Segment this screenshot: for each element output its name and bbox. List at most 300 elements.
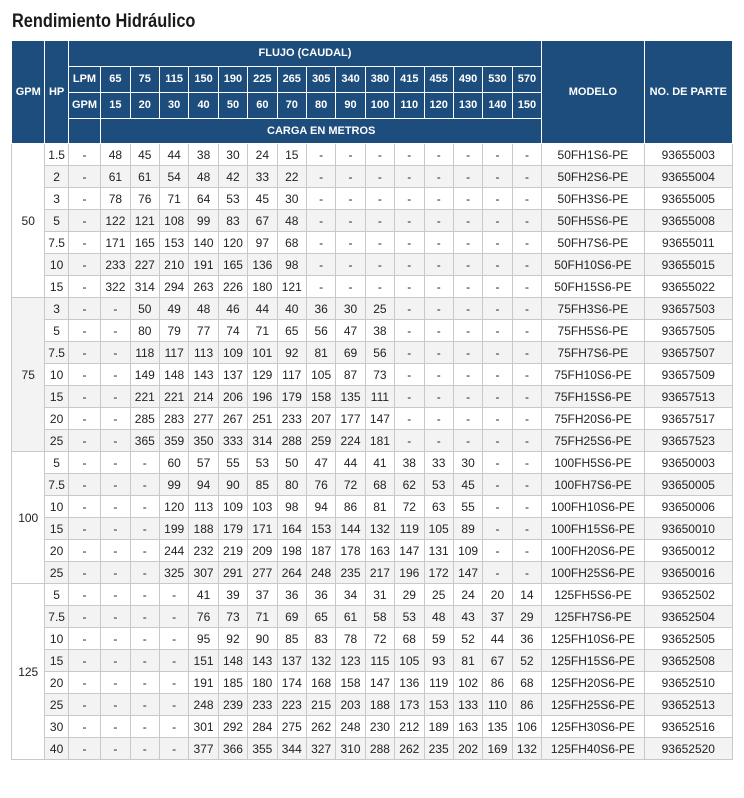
head-value-cell: 168 xyxy=(306,672,335,694)
head-value-cell: 72 xyxy=(365,628,394,650)
head-value-cell: 53 xyxy=(424,474,453,496)
head-value-cell: 98 xyxy=(277,496,306,518)
model-cell: 75FH7S6-PE xyxy=(542,342,644,364)
head-value-cell: 103 xyxy=(248,496,277,518)
head-value-cell: 198 xyxy=(277,540,306,562)
head-value-cell: 143 xyxy=(248,650,277,672)
head-value-cell: 36 xyxy=(306,298,335,320)
head-value-cell: 209 xyxy=(248,540,277,562)
head-value-cell: 73 xyxy=(365,364,394,386)
part-number-cell: 93652510 xyxy=(644,672,732,694)
head-value-cell: - xyxy=(130,518,159,540)
head-value-cell: 118 xyxy=(130,342,159,364)
head-value-cell: 113 xyxy=(189,496,218,518)
head-value-cell: 38 xyxy=(189,144,218,166)
head-value-cell: 153 xyxy=(306,518,335,540)
part-number-cell: 93650006 xyxy=(644,496,732,518)
head-value-cell: 143 xyxy=(189,364,218,386)
table-row xyxy=(12,540,733,562)
head-value-cell: - xyxy=(336,254,365,276)
lpm-value-cell: 265 xyxy=(277,67,306,93)
table-row xyxy=(12,386,733,408)
model-cell: 100FH15S6-PE xyxy=(542,518,644,540)
head-value-cell: 344 xyxy=(277,738,306,760)
head-value-cell: - xyxy=(483,342,512,364)
head-value-cell: 25 xyxy=(424,584,453,606)
head-value-cell: - xyxy=(306,166,335,188)
head-value-cell: - xyxy=(336,188,365,210)
head-value-cell: 129 xyxy=(248,364,277,386)
head-value-cell: 98 xyxy=(277,254,306,276)
model-cell: 100FH7S6-PE xyxy=(542,474,644,496)
head-value-cell: 285 xyxy=(130,408,159,430)
head-value-cell: - xyxy=(68,254,100,276)
head-value-cell: - xyxy=(101,738,130,760)
part-number-cell: 93650016 xyxy=(644,562,732,584)
head-value-cell: 105 xyxy=(424,518,453,540)
head-value-cell: - xyxy=(453,166,482,188)
head-value-cell: - xyxy=(453,188,482,210)
head-value-cell: 76 xyxy=(306,474,335,496)
head-value-cell: - xyxy=(424,408,453,430)
head-value-cell: - xyxy=(159,716,188,738)
part-number-cell: 93657505 xyxy=(644,320,732,342)
head-value-cell: 94 xyxy=(306,496,335,518)
head-value-cell: 171 xyxy=(101,232,130,254)
head-value-cell: 102 xyxy=(453,672,482,694)
table-row xyxy=(12,232,733,254)
head-value-cell: 144 xyxy=(336,518,365,540)
model-cell: 125FH10S6-PE xyxy=(542,628,644,650)
head-value-cell: - xyxy=(365,144,394,166)
head-value-cell: - xyxy=(424,188,453,210)
table-row xyxy=(12,254,733,276)
head-value-cell: 81 xyxy=(365,496,394,518)
head-value-cell: - xyxy=(512,518,542,540)
head-value-cell: 24 xyxy=(248,144,277,166)
lpm-value-cell: 340 xyxy=(336,67,365,93)
head-value-cell: 226 xyxy=(218,276,247,298)
hp-cell: 20 xyxy=(45,672,68,694)
head-value-cell: - xyxy=(395,188,424,210)
head-value-cell: - xyxy=(306,144,335,166)
hp-cell: 25 xyxy=(45,694,68,716)
head-value-cell: 69 xyxy=(277,606,306,628)
head-value-cell: 48 xyxy=(101,144,130,166)
head-value-cell: 233 xyxy=(101,254,130,276)
model-cell: 100FH20S6-PE xyxy=(542,540,644,562)
part-number-header: NO. DE PARTE xyxy=(644,41,732,144)
hp-cell: 5 xyxy=(45,452,68,474)
head-value-cell: - xyxy=(336,276,365,298)
head-value-cell: 71 xyxy=(248,320,277,342)
head-value-cell: 291 xyxy=(218,562,247,584)
part-number-cell: 93650005 xyxy=(644,474,732,496)
head-value-cell: - xyxy=(68,232,100,254)
head-value-cell: - xyxy=(483,540,512,562)
head-value-cell: 62 xyxy=(395,474,424,496)
head-value-cell: - xyxy=(101,650,130,672)
head-value-cell: 179 xyxy=(218,518,247,540)
head-value-cell: - xyxy=(512,342,542,364)
head-value-cell: - xyxy=(453,342,482,364)
table-row xyxy=(12,474,733,496)
hp-cell: 15 xyxy=(45,650,68,672)
head-value-cell: - xyxy=(68,672,100,694)
hp-cell: 3 xyxy=(45,298,68,320)
head-value-cell: - xyxy=(424,430,453,452)
table-row xyxy=(12,562,733,584)
head-value-cell: 135 xyxy=(336,386,365,408)
head-value-cell: - xyxy=(424,342,453,364)
part-number-cell: 93655015 xyxy=(644,254,732,276)
head-value-cell: - xyxy=(424,320,453,342)
head-value-cell: 171 xyxy=(248,518,277,540)
model-cell: 50FH3S6-PE xyxy=(542,188,644,210)
head-value-cell: 87 xyxy=(336,364,365,386)
model-cell: 100FH25S6-PE xyxy=(542,562,644,584)
head-value-cell: 267 xyxy=(218,408,247,430)
head-value-cell: - xyxy=(483,210,512,232)
head-value-cell: 248 xyxy=(306,562,335,584)
head-value-cell: 113 xyxy=(189,342,218,364)
head-value-cell: - xyxy=(483,408,512,430)
part-number-cell: 93657507 xyxy=(644,342,732,364)
head-value-cell: - xyxy=(336,232,365,254)
lpm-value-cell: 455 xyxy=(424,67,453,93)
head-value-cell: 68 xyxy=(365,474,394,496)
head-value-cell: 179 xyxy=(277,386,306,408)
head-value-cell: 147 xyxy=(395,540,424,562)
head-value-cell: 99 xyxy=(189,210,218,232)
head-value-cell: - xyxy=(130,650,159,672)
head-value-cell: 34 xyxy=(336,584,365,606)
head-value-cell: - xyxy=(101,518,130,540)
head-value-cell: 310 xyxy=(336,738,365,760)
table-row xyxy=(12,320,733,342)
gpm-group-cell: 125 xyxy=(12,584,45,760)
head-value-cell: 30 xyxy=(218,144,247,166)
head-value-cell: 120 xyxy=(218,232,247,254)
hydraulic-performance-table xyxy=(11,40,733,760)
gpm-value-cell: 90 xyxy=(336,93,365,119)
head-value-cell: - xyxy=(101,496,130,518)
head-value-cell: 350 xyxy=(189,430,218,452)
head-value-cell: 140 xyxy=(189,232,218,254)
head-value-cell: - xyxy=(68,562,100,584)
table-row xyxy=(12,144,733,166)
head-value-cell: - xyxy=(130,672,159,694)
head-value-cell: 121 xyxy=(130,210,159,232)
table-row xyxy=(12,166,733,188)
part-number-cell: 93652508 xyxy=(644,650,732,672)
hp-cell: 10 xyxy=(45,628,68,650)
head-value-cell: 47 xyxy=(336,320,365,342)
head-value-cell: - xyxy=(130,738,159,760)
lpm-value-cell: 115 xyxy=(159,67,188,93)
head-value-cell: 263 xyxy=(189,276,218,298)
hp-cell: 25 xyxy=(45,562,68,584)
head-value-cell: - xyxy=(336,210,365,232)
head-value-cell: - xyxy=(68,188,100,210)
head-value-cell: 185 xyxy=(218,672,247,694)
head-value-cell: 292 xyxy=(218,716,247,738)
gpm-value-cell: 50 xyxy=(218,93,247,119)
head-value-cell: 217 xyxy=(365,562,394,584)
head-value-cell: 275 xyxy=(277,716,306,738)
table-row xyxy=(12,694,733,716)
head-value-cell: 97 xyxy=(248,232,277,254)
gpm-header: GPM xyxy=(12,41,45,144)
head-value-cell: - xyxy=(365,232,394,254)
head-value-cell: 177 xyxy=(336,408,365,430)
head-value-cell: 173 xyxy=(395,694,424,716)
head-value-cell: 133 xyxy=(453,694,482,716)
head-value-cell: 232 xyxy=(189,540,218,562)
head-value-cell: - xyxy=(483,496,512,518)
head-value-cell: 80 xyxy=(277,474,306,496)
gpm-value-cell: 110 xyxy=(395,93,424,119)
gpm-value-cell: 15 xyxy=(101,93,130,119)
model-cell: 125FH15S6-PE xyxy=(542,650,644,672)
head-value-cell: 111 xyxy=(365,386,394,408)
head-value-cell: - xyxy=(395,254,424,276)
head-value-cell: 137 xyxy=(218,364,247,386)
gpm-value-cell: 60 xyxy=(248,93,277,119)
head-value-cell: 44 xyxy=(483,628,512,650)
head-value-cell: - xyxy=(512,540,542,562)
head-value-cell: - xyxy=(395,166,424,188)
head-value-cell: - xyxy=(101,628,130,650)
hp-cell: 2 xyxy=(45,166,68,188)
head-value-cell: 109 xyxy=(453,540,482,562)
head-value-cell: 78 xyxy=(101,188,130,210)
head-value-cell: - xyxy=(453,232,482,254)
head-value-cell: 187 xyxy=(306,540,335,562)
head-value-cell: 45 xyxy=(453,474,482,496)
head-value-cell: 221 xyxy=(130,386,159,408)
head-value-cell: - xyxy=(483,452,512,474)
head-value-cell: - xyxy=(68,518,100,540)
head-value-cell: 377 xyxy=(189,738,218,760)
model-cell: 75FH25S6-PE xyxy=(542,430,644,452)
head-value-cell: - xyxy=(453,430,482,452)
head-value-cell: 105 xyxy=(395,650,424,672)
head-value-cell: - xyxy=(453,386,482,408)
head-value-cell: - xyxy=(159,650,188,672)
table-row xyxy=(12,408,733,430)
model-cell: 125FH40S6-PE xyxy=(542,738,644,760)
part-number-cell: 93652502 xyxy=(644,584,732,606)
head-value-cell: 244 xyxy=(159,540,188,562)
head-value-cell: - xyxy=(424,232,453,254)
head-value-cell: 151 xyxy=(189,650,218,672)
head-value-cell: 33 xyxy=(424,452,453,474)
head-value-cell: 73 xyxy=(218,606,247,628)
head-value-cell: - xyxy=(453,298,482,320)
part-number-cell: 93652520 xyxy=(644,738,732,760)
head-value-cell: 86 xyxy=(336,496,365,518)
head-value-cell: - xyxy=(512,298,542,320)
head-value-cell: 80 xyxy=(130,320,159,342)
head-value-cell: 44 xyxy=(336,452,365,474)
gpm-value-cell: 20 xyxy=(130,93,159,119)
part-number-cell: 93652516 xyxy=(644,716,732,738)
head-value-cell: 188 xyxy=(365,694,394,716)
head-value-cell: 67 xyxy=(483,650,512,672)
hp-cell: 15 xyxy=(45,386,68,408)
table-header xyxy=(12,41,733,144)
head-value-cell: - xyxy=(483,298,512,320)
head-value-cell: 24 xyxy=(453,584,482,606)
head-value-cell: 55 xyxy=(218,452,247,474)
model-cell: 125FH25S6-PE xyxy=(542,694,644,716)
head-value-cell: 259 xyxy=(306,430,335,452)
flow-header: FLUJO (CAUDAL) xyxy=(68,41,541,67)
head-value-cell: 45 xyxy=(248,188,277,210)
head-value-cell: 79 xyxy=(159,320,188,342)
head-value-cell: - xyxy=(130,496,159,518)
table-row xyxy=(12,628,733,650)
head-value-cell: 57 xyxy=(189,452,218,474)
head-value-cell: 210 xyxy=(159,254,188,276)
head-value-cell: - xyxy=(483,386,512,408)
head-value-cell: 64 xyxy=(189,188,218,210)
table-row xyxy=(12,342,733,364)
head-value-cell: 55 xyxy=(453,496,482,518)
head-value-cell: - xyxy=(101,606,130,628)
head-value-cell: 52 xyxy=(512,650,542,672)
hp-cell: 20 xyxy=(45,540,68,562)
head-value-cell: 283 xyxy=(159,408,188,430)
table-row xyxy=(12,650,733,672)
head-value-cell: 101 xyxy=(248,342,277,364)
head-value-cell: 85 xyxy=(277,628,306,650)
table-row xyxy=(12,188,733,210)
head-value-cell: 355 xyxy=(248,738,277,760)
head-value-cell: - xyxy=(101,540,130,562)
head-value-cell: - xyxy=(483,254,512,276)
head-value-cell: 61 xyxy=(336,606,365,628)
lpm-value-cell: 490 xyxy=(453,67,482,93)
head-value-cell: - xyxy=(68,210,100,232)
model-cell: 50FH15S6-PE xyxy=(542,276,644,298)
model-cell: 50FH10S6-PE xyxy=(542,254,644,276)
table-row xyxy=(12,210,733,232)
head-value-cell: - xyxy=(101,452,130,474)
table-row xyxy=(12,716,733,738)
head-value-cell: 136 xyxy=(248,254,277,276)
head-value-cell: - xyxy=(101,694,130,716)
head-value-cell: - xyxy=(68,276,100,298)
head-value-cell: - xyxy=(130,628,159,650)
head-value-cell: 50 xyxy=(130,298,159,320)
head-value-cell: - xyxy=(101,474,130,496)
head-value-cell: 37 xyxy=(483,606,512,628)
head-value-cell: 38 xyxy=(365,320,394,342)
part-number-cell: 93657523 xyxy=(644,430,732,452)
model-cell: 50FH1S6-PE xyxy=(542,144,644,166)
head-value-cell: 65 xyxy=(277,320,306,342)
head-value-cell: 189 xyxy=(424,716,453,738)
head-value-cell: 74 xyxy=(218,320,247,342)
head-value-cell: 53 xyxy=(218,188,247,210)
model-cell: 125FH5S6-PE xyxy=(542,584,644,606)
head-value-cell: 95 xyxy=(189,628,218,650)
gpm-group-cell: 50 xyxy=(12,144,45,298)
head-value-cell: 92 xyxy=(277,342,306,364)
hp-cell: 7.5 xyxy=(45,474,68,496)
head-value-cell: 365 xyxy=(130,430,159,452)
head-value-cell: - xyxy=(395,276,424,298)
head-value-cell: - xyxy=(68,738,100,760)
head-value-cell: - xyxy=(365,166,394,188)
head-value-cell: - xyxy=(68,716,100,738)
head-value-cell: 86 xyxy=(483,672,512,694)
head-value-cell: 53 xyxy=(248,452,277,474)
head-value-cell: 235 xyxy=(336,562,365,584)
head-value-cell: - xyxy=(483,320,512,342)
lpm-value-cell: 305 xyxy=(306,67,335,93)
head-value-cell: 235 xyxy=(424,738,453,760)
part-number-cell: 93657517 xyxy=(644,408,732,430)
head-value-cell: - xyxy=(159,606,188,628)
table-row xyxy=(12,606,733,628)
head-value-cell: 53 xyxy=(395,606,424,628)
head-value-cell: 148 xyxy=(218,650,247,672)
head-value-cell: 83 xyxy=(218,210,247,232)
head-value-cell: 123 xyxy=(336,650,365,672)
part-number-cell: 93650003 xyxy=(644,452,732,474)
head-value-cell: 99 xyxy=(159,474,188,496)
lpm-value-cell: 190 xyxy=(218,67,247,93)
head-value-cell: - xyxy=(68,584,100,606)
head-value-cell: 227 xyxy=(130,254,159,276)
head-value-cell: 132 xyxy=(306,650,335,672)
head-value-cell: - xyxy=(159,738,188,760)
head-value-cell: - xyxy=(130,694,159,716)
head-value-cell: 277 xyxy=(248,562,277,584)
head-value-cell: 322 xyxy=(101,276,130,298)
head-value-cell: 77 xyxy=(189,320,218,342)
hp-cell: 10 xyxy=(45,254,68,276)
head-value-cell: 90 xyxy=(248,628,277,650)
head-value-cell: 89 xyxy=(453,518,482,540)
head-value-cell: 180 xyxy=(248,276,277,298)
head-value-cell: 325 xyxy=(159,562,188,584)
gpm-value-cell: 40 xyxy=(189,93,218,119)
head-value-cell: - xyxy=(159,672,188,694)
part-number-cell: 93652505 xyxy=(644,628,732,650)
head-value-cell: - xyxy=(159,694,188,716)
head-value-cell: 68 xyxy=(512,672,542,694)
head-value-cell: 366 xyxy=(218,738,247,760)
lpm-value-cell: 75 xyxy=(130,67,159,93)
head-value-cell: - xyxy=(68,474,100,496)
head-value-cell: - xyxy=(395,408,424,430)
gpm-group-cell: 75 xyxy=(12,298,45,452)
table-body xyxy=(12,144,733,760)
head-value-cell: - xyxy=(453,408,482,430)
head-value-cell: - xyxy=(395,298,424,320)
head-value-cell: - xyxy=(512,144,542,166)
head-value-cell: - xyxy=(512,430,542,452)
head-value-cell: 14 xyxy=(512,584,542,606)
head-value-cell: 22 xyxy=(277,166,306,188)
head-value-cell: 48 xyxy=(424,606,453,628)
head-value-cell: - xyxy=(395,320,424,342)
head-value-cell: 39 xyxy=(218,584,247,606)
